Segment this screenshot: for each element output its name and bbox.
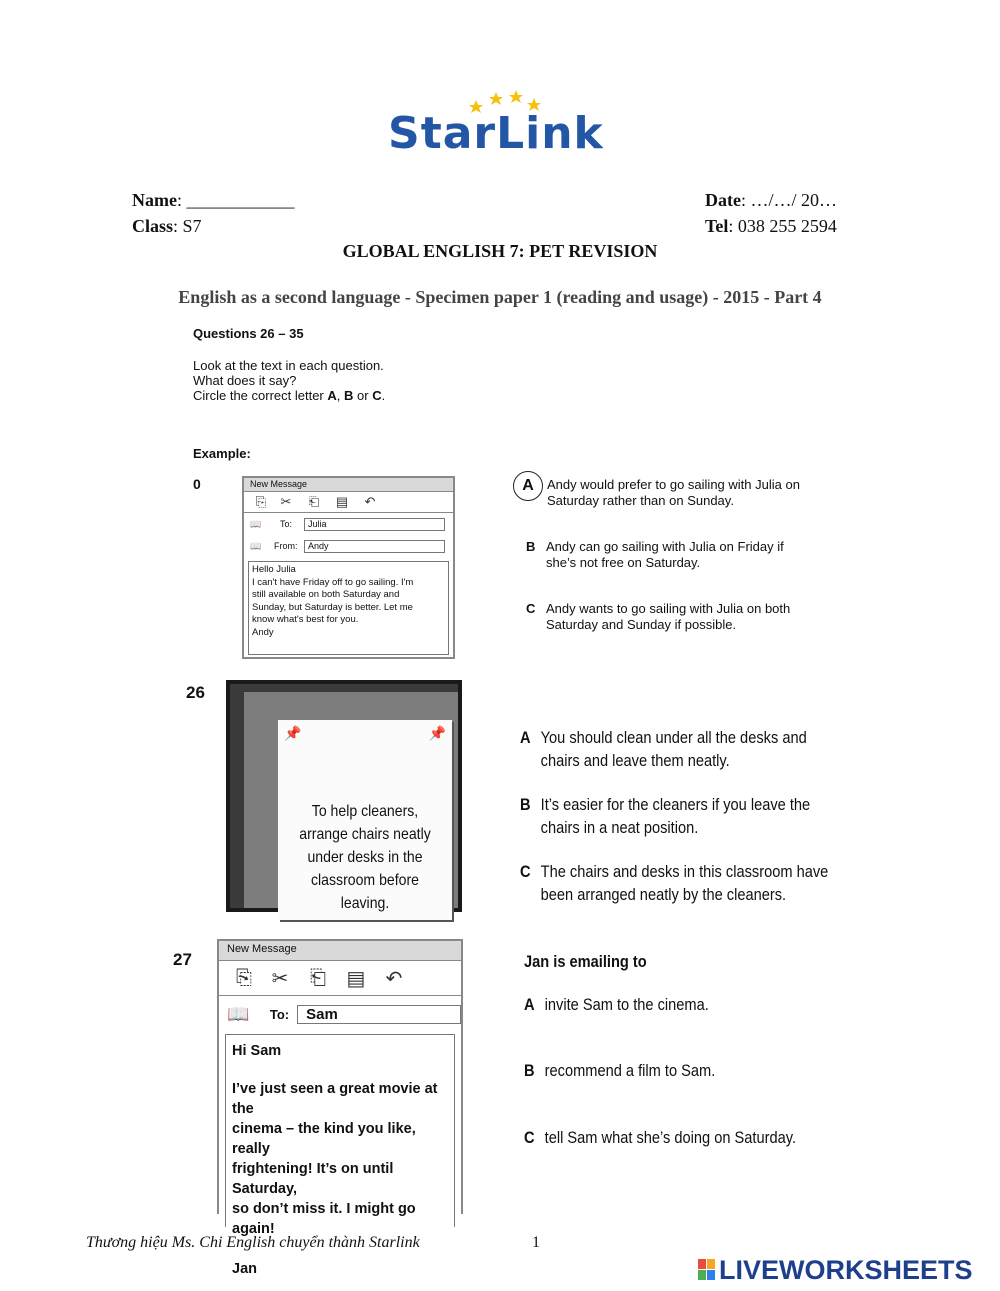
question-number-27: 27 xyxy=(173,950,192,969)
email-to-field: Julia xyxy=(304,518,445,531)
example-email xyxy=(242,476,455,659)
option-26-c[interactable]: C The chairs and desks in this classroom have been arranged neatly by the cleaners. xyxy=(520,862,829,904)
liveworksheets-logo-icon xyxy=(698,1259,716,1281)
example-heading: Example: xyxy=(193,446,251,461)
option-0-c[interactable]: C Andy wants to go sailing with Julia on both Saturday and Sunday if possible. xyxy=(526,601,791,632)
page-subtitle: English as a second language - Specimen paper 1 (reading and usage) - 2015 - Part 4 xyxy=(178,287,822,307)
question-number-0: 0 xyxy=(193,476,201,492)
paste-icon: ▤ xyxy=(335,494,349,509)
email-to-row: 📖 To: Sam xyxy=(219,996,461,1032)
notice-board xyxy=(226,680,462,912)
instructions: Look at the text in each question. What does it say? Circle the correct letter A, B or C. xyxy=(193,358,386,403)
paste-icon: ▤ xyxy=(346,967,366,990)
undo-icon: ↶ xyxy=(364,494,376,509)
footer-brand-line: Thương hiệu Ms. Chi English chuyển thành Starlink xyxy=(86,1234,420,1251)
notice-paper xyxy=(278,720,452,920)
notice-text: To help cleaners, arrange chairs neatly under desks in the classroom before leaving. xyxy=(299,803,431,912)
question-27-stem: Jan is emailing to xyxy=(524,952,647,971)
page-number: 1 xyxy=(532,1234,540,1251)
option-26-b[interactable]: B It’s easier for the cleaners if you leave the chairs in a neat position. xyxy=(520,795,811,837)
address-book-icon: 📖 xyxy=(250,540,262,551)
email-toolbar xyxy=(219,961,461,996)
send-icon: ⎘ xyxy=(236,966,252,989)
cut-icon: ✂ xyxy=(271,967,289,990)
email-to-row: 📖 To: Julia xyxy=(244,513,453,535)
date-field: Date: …/…/ 20… xyxy=(705,190,837,210)
email-body: Hello Julia I can't have Friday off to go sailing. I'm still available on both Saturday and Sunday, but Saturday is better. Let me know what's best for you. Andy xyxy=(248,561,449,655)
starlink-logo xyxy=(388,88,618,158)
question-number-26: 26 xyxy=(186,683,205,702)
cut-icon: ✂ xyxy=(280,494,292,509)
undo-icon: ↶ xyxy=(385,967,403,990)
questions-range: Questions 26 – 35 xyxy=(193,326,304,341)
page-title: GLOBAL ENGLISH 7: PET REVISION xyxy=(342,241,658,261)
email-toolbar xyxy=(244,492,453,513)
option-0-b[interactable]: B Andy can go sailing with Julia on Friday if she’s not free on Saturday. xyxy=(526,539,784,570)
address-book-icon: 📖 xyxy=(250,518,262,529)
class-field: Class: S7 xyxy=(132,216,202,236)
copy-icon: ⎗ xyxy=(308,494,320,509)
option-27-a[interactable]: A invite Sam to the cinema. xyxy=(524,995,709,1014)
tel-field: Tel: 038 255 2594 xyxy=(705,216,837,236)
send-icon: ⎘ xyxy=(255,494,267,509)
option-26-a[interactable]: A You should clean under all the desks and chairs and leave them neatly. xyxy=(520,728,807,770)
name-field: Name: ____________ xyxy=(132,190,295,210)
email-from-row: 📖 From: Andy xyxy=(244,535,453,557)
option-27-b[interactable]: B recommend a film to Sam. xyxy=(524,1061,716,1080)
email-body: Hi Sam I’ve just seen a great movie at the cinema – the kind you like, really frightening! It’s on until Saturday, so don’t miss it. I might go again! Jan xyxy=(225,1034,455,1227)
email-from-field: Andy xyxy=(304,540,445,553)
liveworksheets-watermark: LIVEWORKSHEETS xyxy=(698,1255,973,1286)
pushpin-icon: 📌 xyxy=(284,727,302,742)
option-27-c[interactable]: C tell Sam what she’s doing on Saturday. xyxy=(524,1128,797,1147)
email-title-bar: New Message xyxy=(244,478,453,492)
copy-icon: ⎗ xyxy=(310,966,326,989)
email-to-field: Sam xyxy=(297,1005,461,1024)
email-title-bar: New Message xyxy=(219,941,461,961)
option-0-a[interactable]: Andy would prefer to go sailing with Julia on Saturday rather than on Sunday. xyxy=(547,477,800,508)
logo-text: StarLink xyxy=(388,108,604,159)
pushpin-icon: 📌 xyxy=(428,727,446,742)
option-0-a-circled[interactable]: A xyxy=(513,471,543,501)
address-book-icon: 📖 xyxy=(227,1003,250,1024)
